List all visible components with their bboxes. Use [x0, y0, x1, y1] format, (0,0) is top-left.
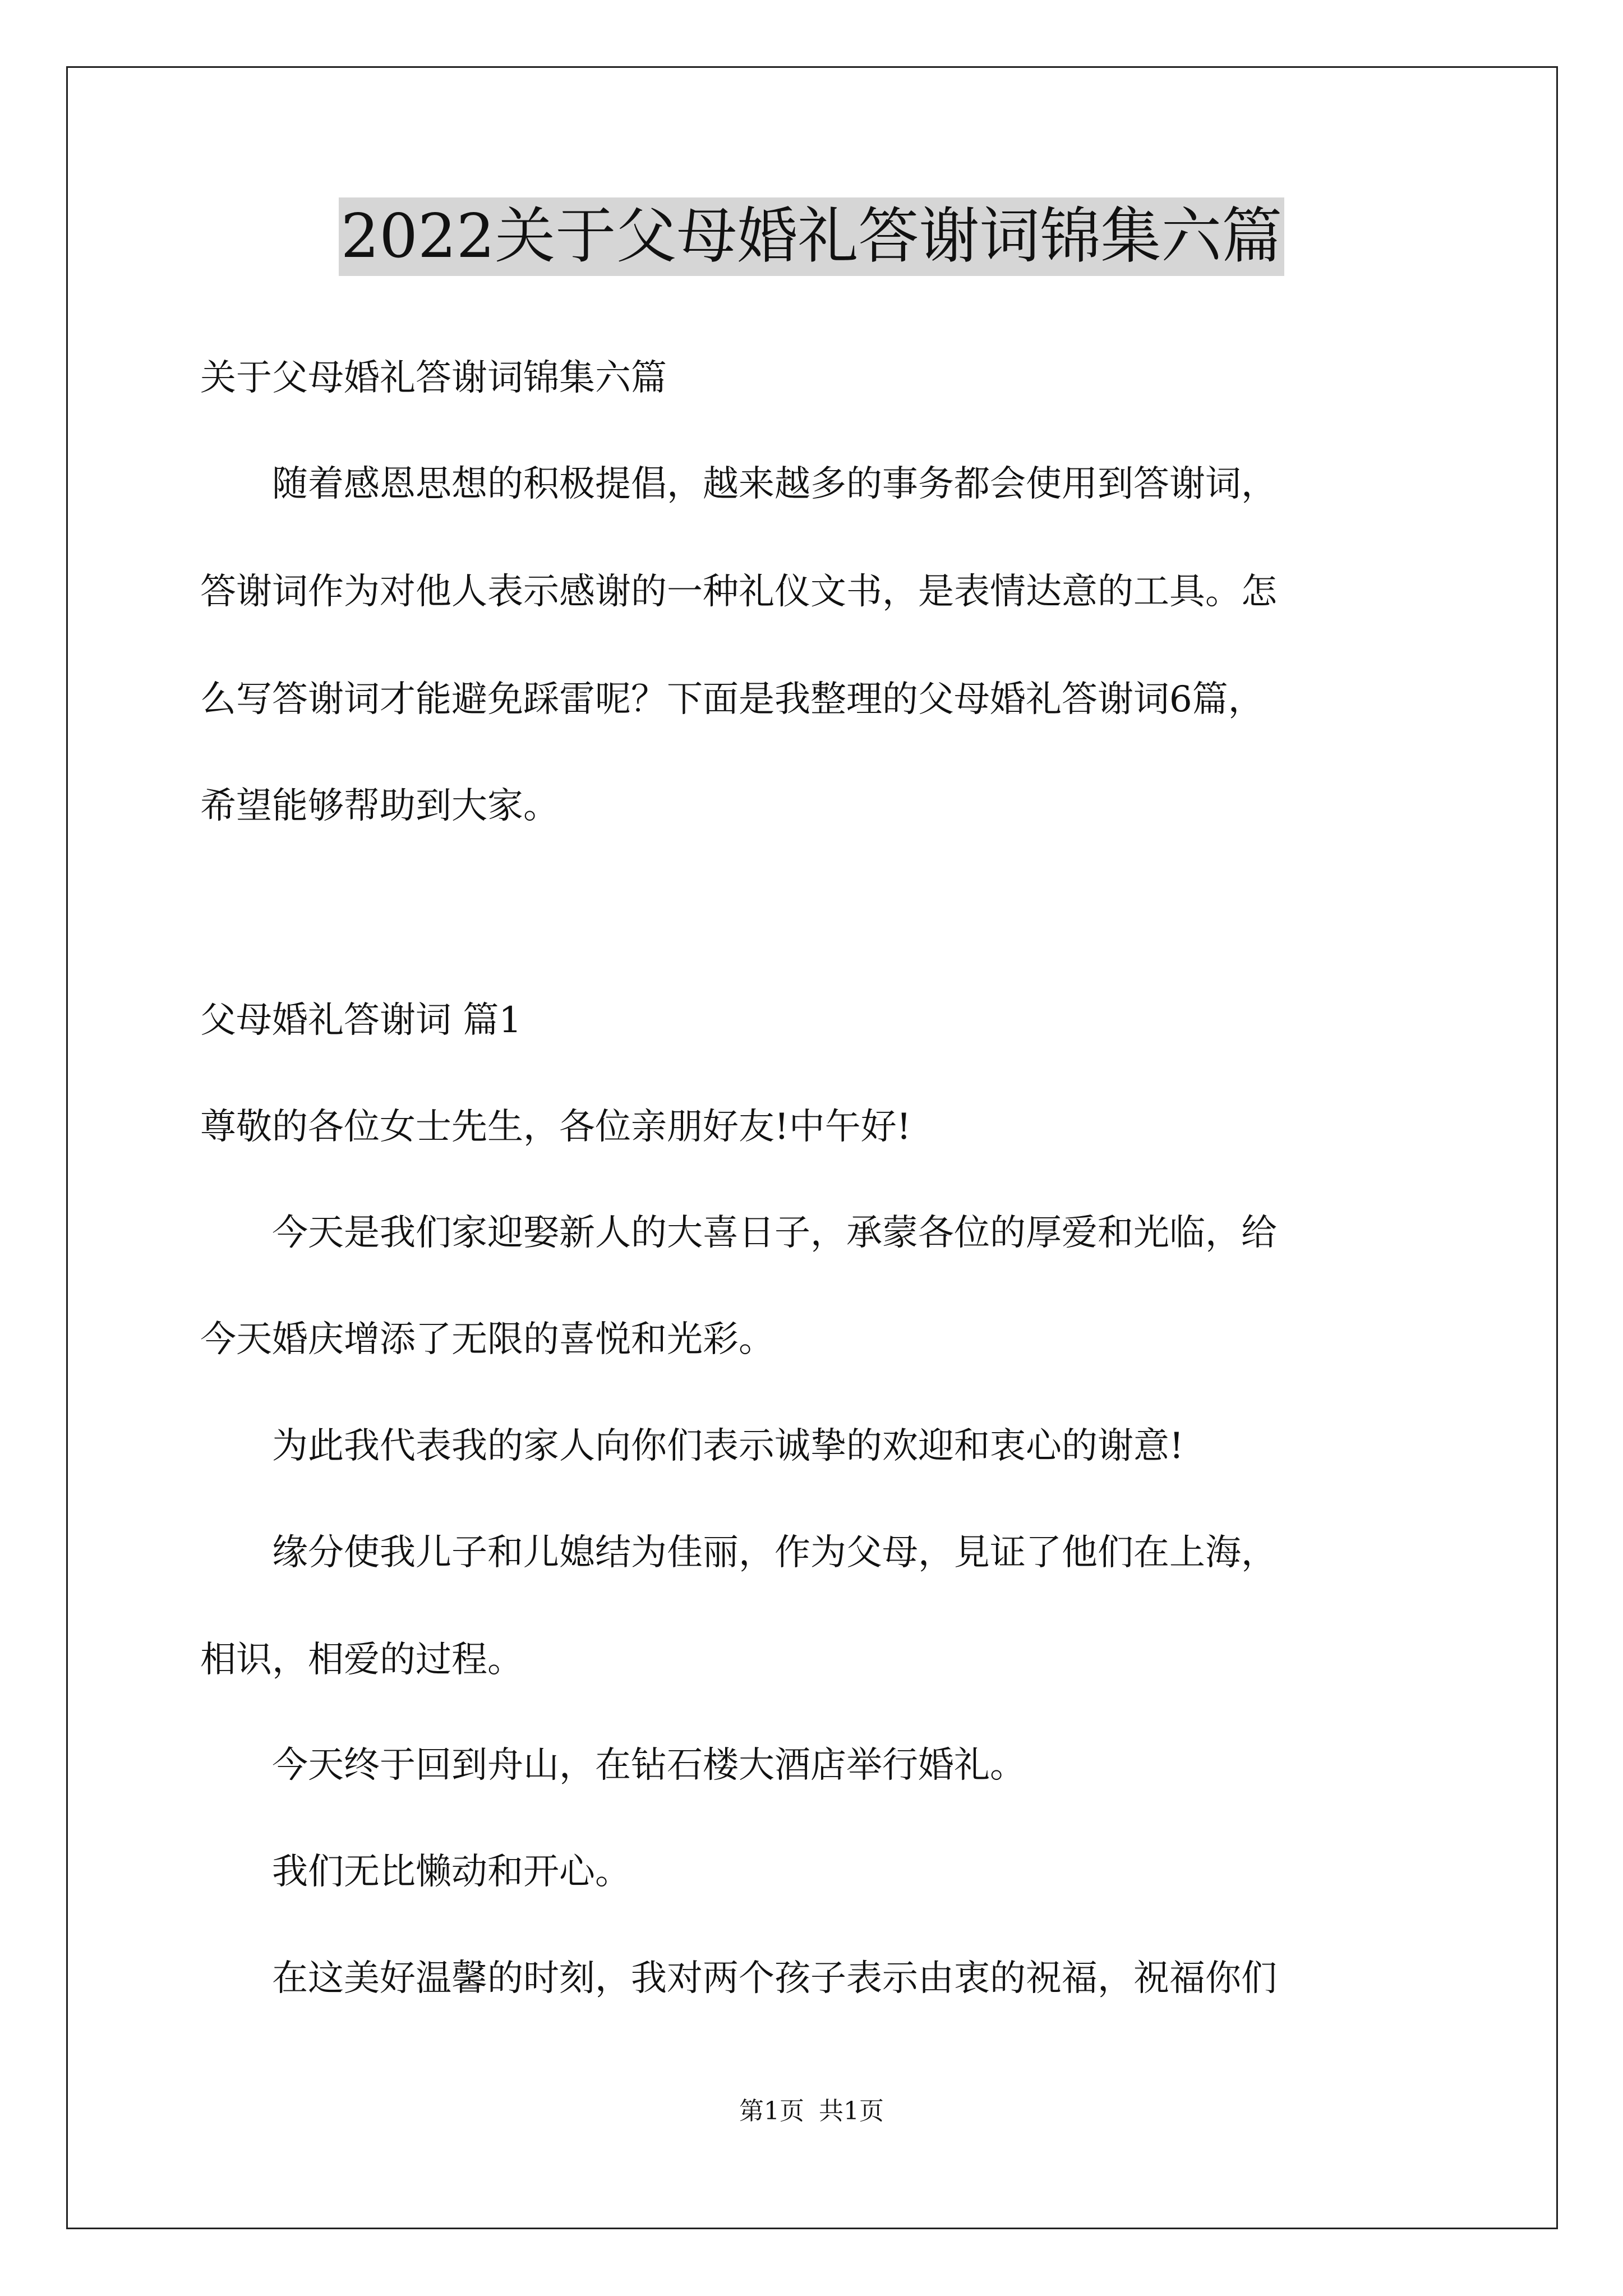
intro-line: 随着感恩思想的积极提倡，越来越多的事务都会使用到答谢词， [200, 463, 1277, 505]
intro-line: 答谢词作为对他人表示感谢的一种礼仪文书，是表情达意的工具。怎 [200, 571, 1277, 613]
body-line: 相识，相爱的过程。 [200, 1639, 523, 1681]
subtitle: 关于父母婚礼答谢词锦集六篇 [200, 357, 667, 399]
intro-line: 希望能够帮助到大家。 [200, 785, 559, 827]
document-title: 2022关于父母婚礼答谢词锦集六篇 [339, 197, 1285, 276]
body-line: 缘分使我儿子和儿媳结为佳丽，作为父母，見证了他们在上海， [200, 1532, 1277, 1573]
body-line: 为此我代表我的家人向你们表示诚挚的欢迎和衷心的谢意! [200, 1425, 1184, 1467]
title-block [0, 197, 1623, 276]
body-line: 今天婚庆增添了无限的喜悦和光彩。 [200, 1319, 774, 1360]
page-number: 第1页 [739, 2097, 804, 2125]
body-line: 在这美好温馨的时刻，我对两个孩子表示由衷的祝福，祝福你们 [200, 1958, 1277, 1999]
body-line: 尊敬的各位女士先生，各位亲朋好友!中午好! [200, 1106, 911, 1148]
body-line: 今天终于回到舟山，在钻石楼大酒店举行婚礼。 [200, 1745, 1026, 1786]
page-total: 共1页 [819, 2097, 884, 2125]
section-heading: 父母婚礼答谢词 篇1 [200, 1000, 522, 1041]
intro-line: 么写答谢词才能避免踩雷呢？下面是我整理的父母婚礼答谢词6篇， [200, 679, 1264, 720]
page-footer [0, 2095, 1623, 2128]
body-line: 今天是我们家迎娶新人的大喜日子，承蒙各位的厚爱和光临，给 [200, 1212, 1277, 1254]
body-line: 我们无比懒动和开心。 [200, 1851, 631, 1893]
